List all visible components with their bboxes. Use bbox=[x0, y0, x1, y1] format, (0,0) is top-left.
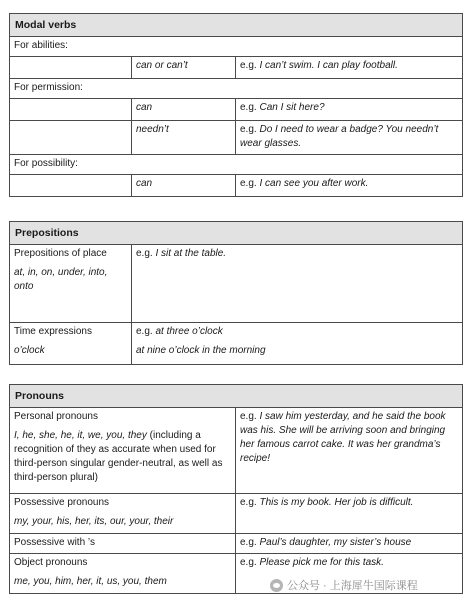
time-cell bbox=[10, 323, 132, 365]
abilities-example-text: I can’t swim. I can play football. bbox=[259, 60, 398, 71]
permission-example-2-text: Do I need to wear a badge? You needn’t wear glasses. bbox=[240, 124, 439, 149]
possessive-s-label: Possessive with ’s bbox=[10, 534, 236, 554]
personal-cell bbox=[10, 408, 236, 494]
eg-prefix: e.g. bbox=[240, 178, 260, 189]
permission-verb-can: can bbox=[132, 99, 236, 121]
modal-verbs-title: Modal verbs bbox=[10, 14, 463, 37]
eg-prefix: e.g. bbox=[240, 60, 260, 71]
eg-prefix: e.g. bbox=[240, 537, 260, 548]
personal-note: (including a recognition of they as accurate when used for third-person singular gender-neutral, as well as third-person plural) bbox=[14, 430, 223, 483]
permission-example-1 bbox=[236, 99, 463, 121]
personal-example-text: I saw him yesterday, and he said the book was his. She will be arriving soon and bringing her famous carrot cake. It was her grandma’s recipe! bbox=[240, 411, 446, 464]
possessive-s-example bbox=[236, 534, 463, 554]
time-example-2: at nine o’clock in the morning bbox=[136, 345, 266, 356]
eg-prefix: e.g. bbox=[136, 248, 156, 259]
possessive-words: my, your, his, her, its, our, your, their bbox=[14, 516, 174, 527]
abilities-label: For abilities: bbox=[10, 37, 463, 57]
modal-verbs-table bbox=[9, 13, 463, 197]
permission-example-1-text: Can I sit here? bbox=[259, 102, 325, 113]
watermark-text: 公众号 · 上海犀牛国际课程 bbox=[287, 580, 418, 592]
object-words: me, you, him, her, it, us, you, them bbox=[14, 576, 167, 587]
permission-label: For permission: bbox=[10, 79, 463, 99]
permission-example-2 bbox=[236, 121, 463, 155]
possessive-s-example-text: Paul’s daughter, my sister’s house bbox=[259, 537, 412, 548]
time-example bbox=[132, 323, 463, 365]
prepositions-title: Prepositions bbox=[10, 222, 463, 245]
possessive-example-text: This is my book. Her job is difficult. bbox=[259, 497, 414, 508]
time-words: o’clock bbox=[14, 345, 45, 356]
prepositions-table bbox=[9, 221, 463, 365]
place-words: at, in, on, under, into, onto bbox=[14, 267, 108, 292]
abilities-verb: can or can’t bbox=[132, 57, 236, 79]
object-cell bbox=[10, 554, 236, 594]
possessive-cell bbox=[10, 494, 236, 534]
place-example bbox=[132, 245, 463, 323]
possibility-label: For possibility: bbox=[10, 155, 463, 175]
pronouns-title: Pronouns bbox=[10, 385, 463, 408]
possibility-verb: can bbox=[132, 175, 236, 197]
object-example-text: Please pick me for this task. bbox=[259, 557, 384, 568]
place-example-text: I sit at the table. bbox=[155, 248, 227, 259]
abilities-example bbox=[236, 57, 463, 79]
place-cell bbox=[10, 245, 132, 323]
eg-prefix: e.g. bbox=[240, 497, 260, 508]
personal-words: I, he, she, he, it, we, you, they bbox=[14, 430, 147, 441]
eg-prefix: e.g. bbox=[240, 557, 260, 568]
empty-cell bbox=[10, 175, 132, 197]
pronouns-table bbox=[9, 384, 463, 594]
time-label: Time expressions bbox=[14, 326, 92, 337]
watermark bbox=[270, 577, 418, 593]
object-label: Object pronouns bbox=[14, 557, 88, 568]
empty-cell bbox=[10, 121, 132, 155]
eg-prefix: e.g. bbox=[240, 124, 260, 135]
time-example-1: at three o’clock bbox=[155, 326, 223, 337]
eg-prefix: e.g. bbox=[240, 102, 260, 113]
possessive-label: Possessive pronouns bbox=[14, 497, 110, 508]
personal-example bbox=[236, 408, 463, 494]
place-label: Prepositions of place bbox=[14, 248, 107, 259]
personal-words-block bbox=[14, 429, 231, 485]
wechat-icon bbox=[270, 579, 283, 592]
empty-cell bbox=[10, 57, 132, 79]
possessive-example bbox=[236, 494, 463, 534]
personal-label: Personal pronouns bbox=[14, 411, 98, 422]
eg-prefix: e.g. bbox=[136, 326, 156, 337]
empty-cell bbox=[10, 99, 132, 121]
possibility-example-text: I can see you after work. bbox=[259, 178, 369, 189]
possibility-example bbox=[236, 175, 463, 197]
eg-prefix: e.g. bbox=[240, 411, 260, 422]
permission-verb-neednt: needn’t bbox=[132, 121, 236, 155]
